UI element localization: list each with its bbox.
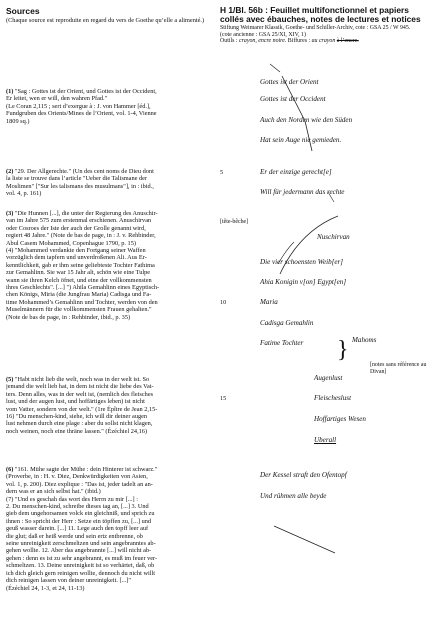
verse-line: Auch den Norden wie den Süden [260,116,353,124]
note-line: lust nehmen durch eine plage : aber du sollst nicht klagen, [6,420,153,428]
sheet-title-line: H 1/Bl. 56b : Feuillet multifonctionnel et papiers [220,6,409,15]
note-line: "161. Mühe sagte der Mühe : dein Hinterer ist schwarz." [14,466,158,473]
note-line: "Sag : Gottes ist der Orient, und Gottes ist der Occident, [14,88,157,95]
verse-line: Der Kessel straft den Ofentopf [260,471,347,479]
verse-aside: Mahoms [352,336,377,344]
verse-line: Fatime Tochter [260,339,304,347]
note-line: regiert 48 Jahre." (Note de bas de page, in : J. v. Rehbinder, [6,232,156,240]
note-line: 1809 sq.) [6,117,30,125]
note-line: chen Königs, Miria (die Jungfrau Maria) Cadisga und Fa- [6,291,152,299]
note-line: (7) "Und es geschah das wort des Herrn zu mir [...] : [6,495,138,503]
archive-reference: Stiftung Weimarer Klassik, Goethe- und Schiller-Archiv, cote : GSA 25 / W 945. [220,24,411,31]
verse-line: Gottes ist der Occident [260,95,326,103]
verse-line: Ahia Konigin v[on] Egypt[en] [260,278,347,286]
note-line: Abul Casem Mohammed, Copenhague 1790, p. 15) [6,239,136,247]
note-line: "Die Hunnen [...], die unter der Regierung des Anuschir- [14,210,158,217]
note-line: zur Gemahlinn. Sie war 15 Jahr alt, schön wie eine Tulpe [6,269,151,277]
note-line: die glut; daß er heiß werde und sein ertz entbrenne, ob [6,532,143,540]
note-line: gieb dem ungehorsamen volck ein gleichniß, und sprich zu [6,510,155,518]
sources-title: Sources [6,6,40,16]
note-line: schmeltzen. 13. Deine unreinigkeit ist so verhärtet, daß, ob [6,562,155,570]
side-note: [notes sans référence au Divan] [370,362,427,375]
verse-line: Nuschirvan [317,233,350,241]
note-number: (6) [6,466,14,473]
source-note-3-4 [6,210,212,321]
verse-line: Die vier schoensten Weib[er] [260,258,344,266]
note-line: jemand die welt lieb hat, in dem ist nicht die liebe des Vat- [6,383,154,391]
verse-line: Will für jedermann das rechte [260,188,345,196]
note-line: (Le Coran 2,115 ; sert d’exergue à : J. von Hammer [éd.], [6,102,151,110]
source-note-6-7 [6,466,212,592]
sheet-title-line: collés avec ébauches, notes de lectures et notices [220,14,421,25]
transcription-column [220,6,442,611]
verse-line: Augenlust [314,374,343,382]
old-reference: (cote ancienne : GSA 25/XI, XIV, 1) [220,31,306,38]
note-line: time Mohammed’s Gemahlinn und Tochter, werden von den [6,298,158,306]
note-line: "Habt nicht lieb die welt, noch was in der welt ist. So [14,376,150,383]
source-note-2 [6,168,212,198]
note-line: Fundgruben des Orients/Mines de l’Orient, vol. 1-4, Vienne [6,110,157,118]
note-line: lust, und der augen lust, und hoffärtiges leben) ist nicht [6,398,145,406]
note-line: 16) "Du menschen-kind, siehe, ich will dir deiner augen [6,413,148,421]
note-line: vol. 1, p. 200). Diez explique : "Das ist, jeder tadelt an an- [6,480,153,488]
struck-text: à l’encre. [336,38,359,45]
verse-line: Gottes ist der Orient [260,78,319,86]
source-note-5 [6,376,212,435]
note-line: vol. 4, p. 161) [6,190,42,198]
note-line: (Proverbe, in : H. v. Diez, Denkwürdigkeiten von Asien, [6,473,148,481]
note-line: dern was er an sich selbst hat." (ibid.) [6,488,101,496]
note-line: oder Cosroes der Iste der auch der Grolle genannt wird, [6,224,146,232]
note-number: (5) [6,376,14,383]
note-line: ihnen : So spricht der Herr : Setze ein töpffen zu, [...] und [6,517,152,525]
note-line: kenntlichkeit, gab er ihm seine geliebteste Tochter Fathima [6,261,155,269]
note-line: vorzüglich dem tapfern und unverdroßenen Ali. Aus Er- [6,254,147,262]
note-line: ihres Geschlechts". [...] ") Ahila Gemahlinn eines Egyptisch- [6,284,160,292]
note-line: van im Jahre 575 zum erstenmal erschienen. Anuschirvan [6,217,152,225]
note-line: noch weinen, noch eine thräne lassen." (Ézéchiel 24,16) [6,427,148,435]
note-line: wann sie ihren Kelch öfnet, und eine der vollkommensten [6,276,152,284]
note-line: gehen wollte. 12. Aber das angebrannte [...] will nicht ab- [6,547,152,555]
verse-line: Hoffartiges Wesen [314,415,366,423]
tete-beche-label: [tête-bêche] [220,219,249,225]
verse-number: 15 [220,395,227,402]
note-number: (2) [6,168,14,175]
source-note-1 [6,88,212,125]
verse-number: 5 [220,169,224,176]
note-number: (3) [6,210,14,217]
note-line: (4) "Mohammed verdankte den Fortgang seiner Waffen [6,247,146,255]
note-line: (Note de bas de page, in : Rehbinder, ibid., p. 35) [6,313,131,321]
sources-column [6,6,212,611]
sources-subtitle: (Chaque source est reproduite en regard du vers de Goethe qu’elle a alimenté.) [6,17,205,24]
note-line: ters. Denn alles, was in der welt ist, (nemlich des fleisches [6,390,154,398]
verse-number: 10 [220,299,227,306]
note-line: geuß wasser darein. [...] 11. Lege auch den topff leer auf [6,525,149,533]
note-line: Er leitet, wen er will, den wahren Pfad." [6,95,108,103]
note-line: (Ézéchiel 24, 1-3, et 24, 11-13) [6,584,85,592]
note-line: "29. Der Allgerechte." (Un des cent noms de Dieu dont [14,168,154,175]
verse-line: Er der einzige gerecht[e] [260,168,332,176]
note-line: Moslimen" ["Sur les talismans des musulmans"], in : ibid., [6,182,154,190]
tools-line: Outils : crayon, encre noire. Biffures : au crayon à l’encre. [220,38,359,45]
note-line: Muselmännern für die vollkommensten Frauen gehalten." [6,306,152,314]
note-line: seine unreinigkeit zerschmeltzen und sein angebranntes ab- [6,540,156,548]
verse-line: Und rühmen alle beyde [260,492,327,500]
verse-line: Hat sein Auge nie gemieden. [260,136,342,144]
note-line: gehen : denn es ist zu sehr angebrannt, es muß im feuer ver- [6,554,158,562]
note-line: vom Vatter, sondern von der welt." (1re Épître de Jean 2,15- [6,405,158,413]
note-line: dich reinigen lassen von deiner unreinigkeit. [...]" [6,577,131,585]
note-number: (1) [6,88,14,95]
note-line: 2. Du menschen-kind, schreibe dieses tag an, [...] 3. Und [6,503,149,511]
verse-line: Fleischeslust [314,394,352,402]
verse-line: Cadisga Gemahlin [260,319,314,327]
brace-mark: } [337,337,349,363]
note-line: ich dich gleich gern reinigen wollte, dennoch du nicht willt [6,569,155,577]
pencil-strokes [220,6,442,611]
note-line: la liste se trouve dans l’article "Ueber die Talismane der [6,175,148,183]
verse-line: Maria [260,298,278,306]
verse-line: Uberall [314,436,337,444]
